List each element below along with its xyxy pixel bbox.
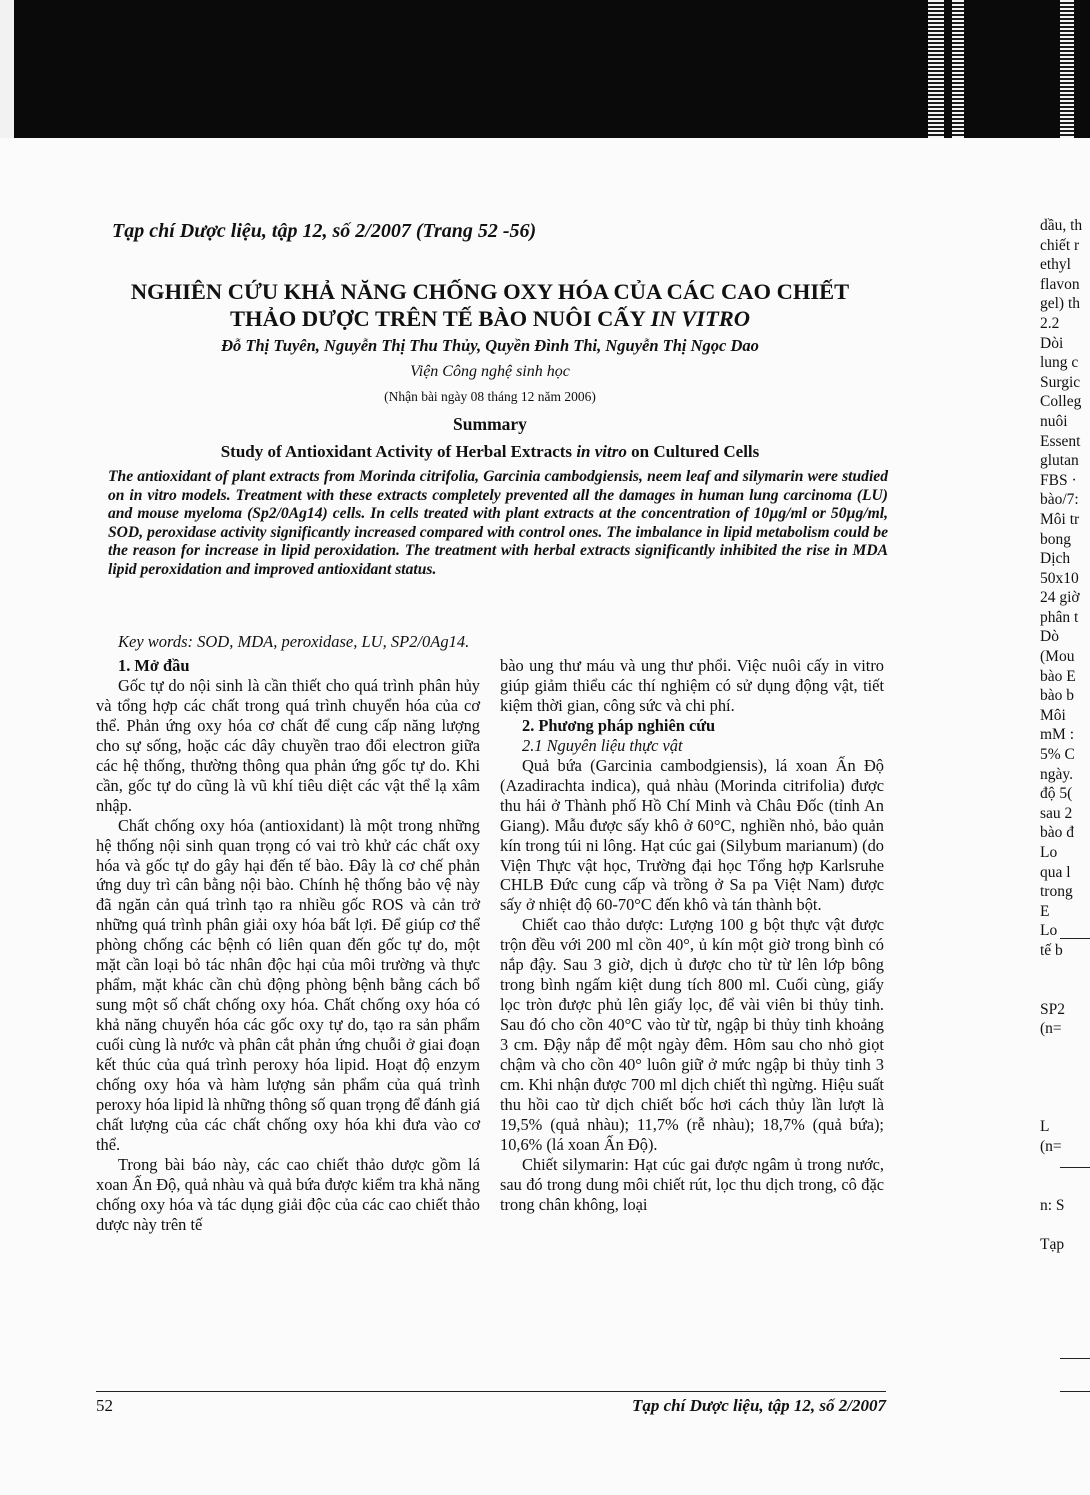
bleed-line [1040,1039,1090,1059]
paragraph: Gốc tự do nội sinh là cần thiết cho quá trình phân hủy và tổng hợp các chất trong quá trình chuyển hóa của cơ thể. Phản ứng oxy hóa cơ chất để cung cấp năng lượng cho sự sống, hoặc các dây chuyền trao đổi electron giữa các hệ thống, thường thông qua phản ứng gốc tự do. Khi cần, gốc tự do cũng là vũ khí tiêu diệt các vật thể lạ xâm nhập. [96,675,480,815]
scan-stripe [928,0,944,138]
affiliation: Viện Công nghệ sinh học [410,363,570,380]
bleed-line: 5% C [1040,746,1075,764]
bleed-line [1040,1215,1090,1235]
section-heading-intro: 1. Mở đầu [118,656,190,675]
english-title-part-a: Study of Antioxidant Activity of Herbal Extracts [220,442,577,461]
bleed-line: FBS · [1040,471,1077,489]
scan-stripe [952,0,964,138]
bleed-line: chiết r [1040,236,1080,254]
section-heading-methods: 2. Phương pháp nghiên cứu [522,715,716,735]
article-title [90,278,890,332]
bleed-line: n: S [1040,1196,1065,1214]
bleed-line: bào đ [1040,824,1075,842]
bleed-line: phân t [1040,608,1079,626]
scan-stripe [1060,0,1074,138]
next-page-bleed-column [1040,216,1090,1254]
bleed-line: Dịch [1040,550,1071,568]
bleed-line: SP2 [1040,1000,1065,1018]
bleed-line: L [1040,1118,1050,1136]
bleed-line: lung c [1040,354,1079,372]
bleed-line [1040,1176,1090,1196]
bleed-line: dầu, th [1040,217,1083,234]
title-line-1: NGHIÊN CỨU KHẢ NĂNG CHỐNG OXY HÓA CỦA CÁC CAO CHIẾT [130,279,850,304]
bleed-line: bong [1040,530,1071,548]
bleed-line: (n= [1040,1020,1062,1038]
bleed-line: bào/7: [1040,491,1079,509]
page-number: 52 [96,1396,113,1415]
bleed-line: Môi [1040,706,1066,724]
bleed-line [1040,961,1090,981]
bleed-line: 2.2 [1040,314,1060,332]
bleed-line: Colleg [1040,393,1082,411]
bleed-line: Tạp [1040,1235,1065,1253]
bleed-rule [1060,1167,1090,1168]
bleed-line [1040,980,1090,1000]
right-column [500,656,884,1215]
bleed-line: ethyl [1040,256,1071,274]
bleed-line: qua l [1040,863,1071,881]
bleed-line: (Mou [1040,648,1075,666]
title-line-2: THẢO DƯỢC TRÊN TẾ BÀO NUÔI CẤY [229,306,651,331]
bleed-line: sau 2 [1040,804,1073,822]
paragraph: Quả bứa (Garcinia cambodgiensis), lá xoan Ấn Độ (Azadirachta indica), quả nhàu (Morinda citrifolia) được thu hái ở Thành phố Hồ Chí Minh và Châu Đốc (tỉnh An Giang). Mẫu được sấy khô ở 60°C, nghiền nhỏ, bảo quản kín trong túi ni lông. Hạt cúc gai (Silybum marianum) (do Viện Thực vật học, Trường đại học Tổng hợp Karlsruhe CHLB Đức cung cấp và trồng ở Sa pa Việt Nam) được sấy ở nhiệt độ 60-70°C đến khô và tán thành bột. [500,755,884,915]
bleed-rule [1060,1358,1090,1359]
bleed-line: trong [1040,883,1073,901]
authors: Đỗ Thị Tuyên, Nguyễn Thị Thu Thủy, Quyền Đình Thi, Nguyễn Thị Ngọc Dao [221,336,759,355]
bleed-line: tế b [1040,941,1063,959]
bleed-line: E [1040,902,1050,920]
paragraph: Chất chống oxy hóa (antioxidant) là một trong những hệ thống nội sinh quan trọng có vai trò khử các chất oxy hóa và gốc tự do gây hại đến tế bào. Đây là cơ chế phản ứng duy trì cân bằng nội bào. Chính hệ thống bảo vệ này đã ngăn cản quá trình tạo ra nhiều gốc ROS và cản trở những quá trình phân giải oxy hóa bất lợi. Để giúp cơ thể phòng chống các bệnh có liên quan đến gốc tự do, một mặt cần loại bỏ tác nhân độc hại của môi trường và thực phẩm, mặt khác cần chủ động phòng bệnh bằng cách bổ sung một số chất chống oxy hóa. Chất chống oxy hóa có khả năng chuyển hóa các gốc oxy tự do, tạo ra sản phẩm cuối cùng là nước và phân cắt phản ứng chuỗi ở giai đoạn kết thúc của quá trình peroxy hóa lipid. Hoạt độ enzym chống oxy hóa và hàm lượng sản phẩm của quá trình peroxy hóa lipid là những thông số quan trọng để đánh giá chất lượng của các chất chống oxy hóa khi đưa vào cơ thể. [96,815,480,1154]
bleed-line: Lo [1040,844,1058,861]
paragraph: Chiết cao thảo dược: Lượng 100 g bột thực vật được trộn đều với 200 ml cồn 40°, ủ kín một giờ trong bình có nắp đậy. Sau 3 giờ, dịch ủ được cho từ từ lên lớp bông trong bình ngấm kiệt dung tích 800 ml. Cuối cùng, giấy lọc tròn được phủ lên giấy lọc, để vài viên bi thủy tinh. Sau đó cho cồn 40°C vào từ từ, ngập bi thủy tinh khoảng 3 cm. Đậy nắp để một ngày đêm. Hôm sau cho nhỏ giọt chậm và cho cồn 40° luôn giữ ở mức ngập bi thủy tinh 3 cm. Khi nhận được 700 ml dịch chiết thì ngừng. Hiệu suất thu hồi cao từ dịch chiết bốc hơi cách thủy lần lượt là 19,5% (quả nhàu); 11,7% (rễ nhàu); 18,7% (quả bứa); 10,6% (lá xoan Ấn Độ). [500,915,884,1154]
bleed-line: mM : [1040,726,1075,744]
title-line-2-italic: IN VITRO [650,306,751,331]
bleed-line: nuôi [1040,412,1068,430]
paragraph: bào ung thư máu và ung thư phổi. Việc nuôi cấy in vitro giúp giảm thiểu các thí nghiệm có sử dụng động vật, tiết kiệm thời gian, công sức và chi phí. [500,656,884,715]
scan-dark-band [0,0,1090,138]
bleed-line: bào b [1040,687,1075,705]
bleed-line [1040,1059,1090,1079]
bleed-line: bào E [1040,667,1076,685]
bleed-line: (n= [1040,1137,1062,1155]
subsection-heading-materials: 2.1 Nguyên liệu thực vật [522,735,683,755]
bleed-line: Dòi [1040,334,1064,352]
bleed-rule [1060,1391,1090,1392]
english-title-part-b: in vitro [576,442,627,461]
abstract: The antioxidant of plant extracts from Morinda citrifolia, Garcinia cambodgiensis, neem leaf and silymarin were studied on in vitro models. Treatment with these extracts completely prevented all the damages in human lung carcinoma (LU) and mouse myeloma (Sp2/0Ag14) cells. In cells treated with plant extracts at the concentration of 10µg/ml or 50µg/ml, SOD, peroxidase activity significantly increased compared with control ones. The imbalance in lipid metabolism could be the reason for increase in lipid peroxidation. The treatment with herbal extracts significantly inhibited the rise in MDA lipid peroxidation and improved antioxidant status. [108,468,888,578]
bleed-line: Surgic [1040,373,1081,391]
bleed-rule [1060,938,1090,939]
paragraph: Chiết silymarin: Hạt cúc gai được ngâm ủ trong nước, sau đó trong dung môi chiết rút, lọc thu dịch trong, cô đặc trong chân không, loại [500,1154,884,1214]
scan-left-edge [0,0,14,138]
keywords: Key words: SOD, MDA, peroxidase, LU, SP2/0Ag14. [118,632,470,651]
footer-rule [96,1391,886,1392]
bleed-line: ngày. [1040,765,1073,783]
bleed-line: 24 giờ [1040,589,1080,607]
summary-heading: Summary [453,414,527,434]
paragraph: Trong bài báo này, các cao chiết thảo dược gồm lá xoan Ấn Độ, quả nhàu và quả bứa được kiểm tra khả năng chống oxy hóa và tác dụng giải độc của các cao chiết thảo dược này trên tế [96,1154,480,1234]
received-date: (Nhận bài ngày 08 tháng 12 năm 2006) [384,389,596,404]
english-title [90,442,890,462]
bleed-line: độ 5( [1040,785,1073,803]
bleed-line: Dò [1040,628,1059,646]
bleed-line: 50x10 [1040,569,1079,587]
bleed-line: Essent [1040,432,1081,450]
bleed-line: gel) th [1040,295,1081,313]
bleed-line [1040,1078,1090,1098]
english-title-part-c: on Cultured Cells [626,442,760,461]
bleed-line: Môi tr [1040,510,1080,528]
footer-journal: Tạp chí Dược liệu, tập 12, số 2/2007 [632,1396,886,1415]
bleed-line: glutan [1040,452,1079,470]
journal-header: Tạp chí Dược liệu, tập 12, số 2/2007 (Trang 52 -56) [112,220,537,242]
left-column [96,656,480,1235]
bleed-line: Lo [1040,922,1058,940]
bleed-line: flavon [1040,275,1080,293]
bleed-line [1040,1098,1090,1118]
